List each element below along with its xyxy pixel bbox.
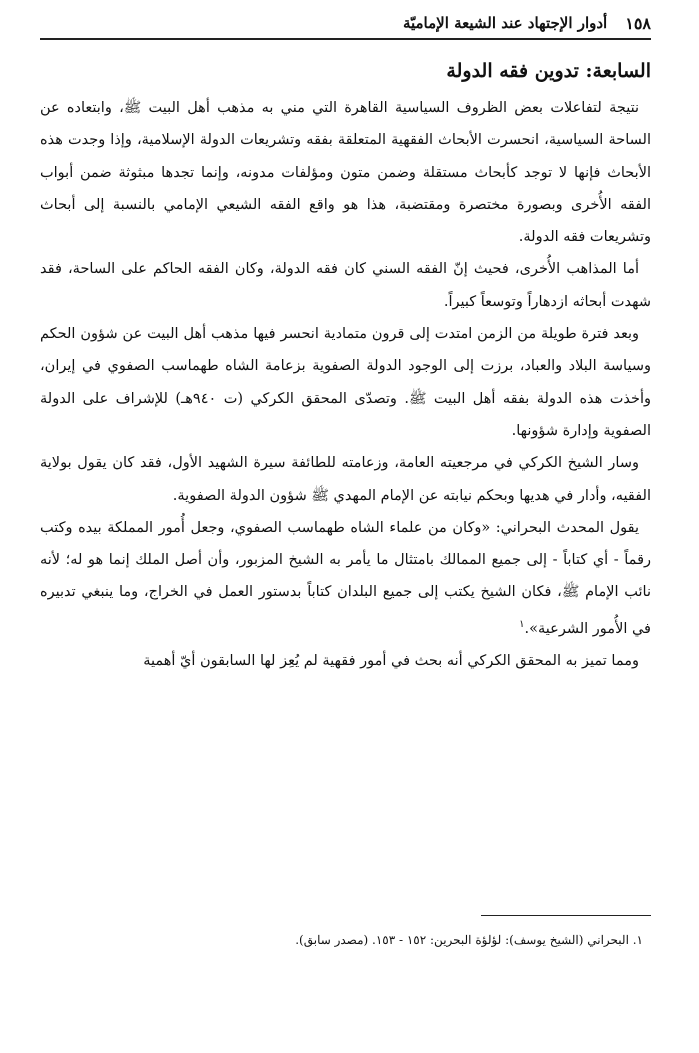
body-text <box>40 92 651 677</box>
running-header <box>40 8 651 40</box>
section-heading: السابعة: تدوين فقه الدولة <box>446 60 651 82</box>
paragraph-3: وبعد فترة طويلة من الزمن امتدت إلى قرون متمادية انحسر فيها مذهب أهل البيت عن شؤون الحكم وسياسة البلاد والعباد، برزت إلى الوجود الدولة الصفوية بزعامة الشاه طهماسب الصفوي في إيران، وأخذت هذه الدولة بفقه أهل البيت ﷺ. وتصدّى المحقق الكركي (ت ٩٤٠هـ) للإشراف على الدولة الصفوية وإدارة شؤونها. <box>40 326 651 439</box>
quote-text: يقول المحدث البحراني: «وكان من علماء الشاه طهماسب الصفوي، وجعل أُمور المملكة بيده وكتب رقماً - أي كتاباً - إلى جميع الممالك بامتثال ما يأمر به الشيخ المزبور، وأن أصل الملك إنما هو له؛ لأنه نائب الإمام ﷺ، فكان الشيخ يكتب إلى جميع البلدان كتاباً بدستور العمل في الخراج، وما ينبغي تدبيره في الأُمور الشرعية». <box>40 519 651 637</box>
footnote: ١. البحراني (الشيخ يوسف): لؤلؤة البحرين: ١٥٢ - ١٥٣. (مصدر سابق). <box>295 933 643 947</box>
paragraph-1: نتيجة لتفاعلات بعض الظروف السياسية القاهرة التي مني به مذهب أهل البيت ﷺ، وابتعاده عن الساحة السياسية، انحسرت الأبحاث الفقهية المتعلقة بفقه وتشريعات الدولة الإسلامية، وإذا وجدت هذه الأبحاث فإنها لا توجد كأبحاث مستقلة وضمن متون ومؤلفات مدونه، وإنما تجدها مبثوثة ضمن أبواب الفقه الأُخرى وبصورة مختصرة ومقتضبة، هذا هو واقع الفقه الشيعي الإمامي بالنسبة إلى أبحاث وتشريعات فقه الدولة. <box>40 100 651 246</box>
paragraph-4: وسار الشيخ الكركي في مرجعيته العامة، وزعامته للطائفة سيرة الشهيد الأول، فقد كان يقول بولاية الفقيه، وأدار في هديها وبحكم نيابته عن الإمام المهدي ﷺ شؤون الدولة الصفوية. <box>40 455 651 504</box>
footnote-divider <box>481 915 651 916</box>
page-number: ١٥٨ <box>625 13 651 33</box>
paragraph-6: ومما تميز به المحقق الكركي أنه بحث في أمور فقهية لم يُعِز لها السابقون أيّ أهمية <box>143 652 639 669</box>
footnote-marker: ١ <box>519 618 525 630</box>
paragraph-2: أما المذاهب الأُخرى، فحيث إنّ الفقه السني كان فقه الدولة، وكان الفقه الحاكم على الساحة، فقد شهدت أبحاثه ازدهاراً وتوسعاً كبيراً. <box>40 261 651 310</box>
running-title: أدوار الإجتهاد عند الشيعة الإماميّة <box>402 14 608 32</box>
paragraph-5 <box>40 512 651 645</box>
